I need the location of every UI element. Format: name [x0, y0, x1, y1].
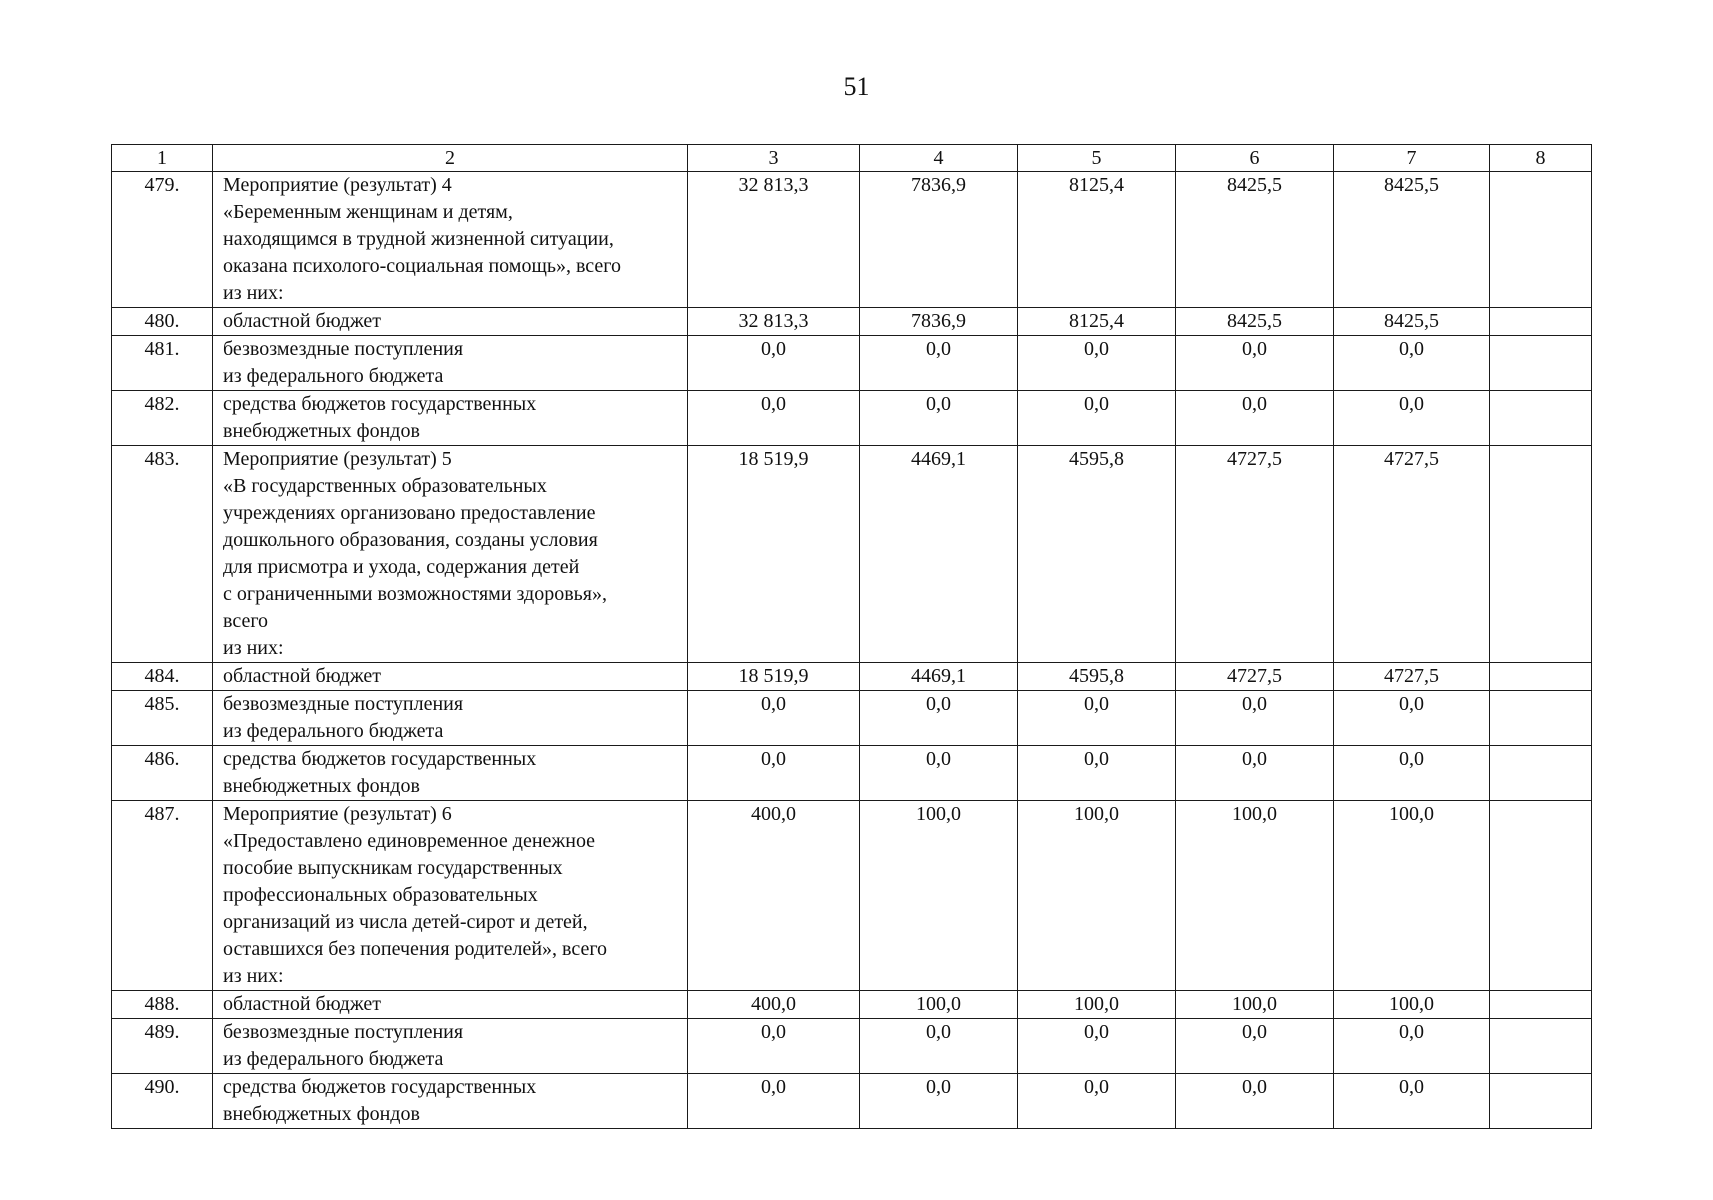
value-cell-col-7: 0,0 [1334, 336, 1490, 391]
table-row [112, 691, 1592, 746]
value-cell-col-8 [1490, 1019, 1592, 1074]
table-row [112, 336, 1592, 391]
value-cell-col-3: 0,0 [688, 391, 860, 446]
row-number-cell: 488. [112, 991, 213, 1019]
value-cell-col-3: 0,0 [688, 336, 860, 391]
value-cell-col-6: 8425,5 [1176, 308, 1334, 336]
table-row [112, 663, 1592, 691]
row-number-cell: 479. [112, 172, 213, 308]
value-cell-col-5: 0,0 [1018, 1074, 1176, 1129]
row-number-cell: 484. [112, 663, 213, 691]
value-cell-col-8 [1490, 991, 1592, 1019]
description-line: из них: [223, 637, 284, 659]
value-cell-col-5: 0,0 [1018, 1019, 1176, 1074]
value-cell-col-4: 7836,9 [860, 308, 1018, 336]
table-row [112, 1074, 1592, 1129]
value-cell-col-4: 4469,1 [860, 663, 1018, 691]
value-cell-col-6: 0,0 [1176, 1074, 1334, 1129]
description-line: Мероприятие (результат) 6 [223, 803, 452, 825]
description-line: находящимся в трудной жизненной ситуации, [223, 228, 614, 250]
description-line: внебюджетных фондов [223, 1103, 420, 1125]
value-cell-col-5: 0,0 [1018, 691, 1176, 746]
description-line: «В государственных образовательных [223, 475, 547, 497]
value-cell-col-3: 0,0 [688, 1074, 860, 1129]
row-number-cell: 482. [112, 391, 213, 446]
value-cell-col-5: 100,0 [1018, 801, 1176, 991]
value-cell-col-3: 18 519,9 [688, 663, 860, 691]
table-row [112, 391, 1592, 446]
table-header-row [112, 145, 1592, 172]
table-row [112, 801, 1592, 991]
value-cell-col-4: 100,0 [860, 991, 1018, 1019]
table-row [112, 308, 1592, 336]
value-cell-col-5: 0,0 [1018, 391, 1176, 446]
description-line: с ограниченными возможностями здоровья», [223, 583, 607, 605]
value-cell-col-8 [1490, 336, 1592, 391]
value-cell-col-5: 100,0 [1018, 991, 1176, 1019]
value-cell-col-4: 0,0 [860, 1019, 1018, 1074]
value-cell-col-8 [1490, 308, 1592, 336]
description-line: для присмотра и ухода, содержания детей [223, 556, 580, 578]
value-cell-col-3: 400,0 [688, 991, 860, 1019]
value-cell-col-7: 100,0 [1334, 801, 1490, 991]
column-header: 3 [688, 145, 860, 172]
description-line: внебюджетных фондов [223, 420, 420, 442]
value-cell-col-4: 0,0 [860, 336, 1018, 391]
value-cell-col-8 [1490, 172, 1592, 308]
value-cell-col-3: 32 813,3 [688, 172, 860, 308]
row-description-cell [213, 801, 688, 991]
description-line: оставшихся без попечения родителей», всего [223, 938, 608, 960]
value-cell-col-8 [1490, 801, 1592, 991]
value-cell-col-6: 100,0 [1176, 801, 1334, 991]
value-cell-col-8 [1490, 691, 1592, 746]
row-description-cell [213, 746, 688, 801]
description-line: безвозмездные поступления [223, 693, 464, 715]
description-line: пособие выпускникам государственных [223, 857, 563, 879]
column-header: 5 [1018, 145, 1176, 172]
description-line: из них: [223, 965, 284, 987]
description-line: организаций из числа детей-сирот и детей, [223, 911, 588, 933]
description-line: из них: [223, 282, 284, 304]
value-cell-col-5: 0,0 [1018, 746, 1176, 801]
description-line: всего [223, 610, 269, 632]
value-cell-col-4: 0,0 [860, 746, 1018, 801]
row-number-cell: 481. [112, 336, 213, 391]
value-cell-col-4: 0,0 [860, 691, 1018, 746]
row-description-cell [213, 391, 688, 446]
description-line: Мероприятие (результат) 5 [223, 448, 452, 470]
value-cell-col-6: 0,0 [1176, 1019, 1334, 1074]
value-cell-col-7: 0,0 [1334, 691, 1490, 746]
row-description-cell [213, 663, 688, 691]
row-description-cell [213, 1074, 688, 1129]
column-header: 2 [213, 145, 688, 172]
row-number-cell: 485. [112, 691, 213, 746]
value-cell-col-8 [1490, 746, 1592, 801]
column-header: 1 [112, 145, 213, 172]
value-cell-col-7: 0,0 [1334, 391, 1490, 446]
value-cell-col-4: 0,0 [860, 1074, 1018, 1129]
value-cell-col-7: 0,0 [1334, 1019, 1490, 1074]
value-cell-col-8 [1490, 391, 1592, 446]
value-cell-col-6: 8425,5 [1176, 172, 1334, 308]
row-description-cell [213, 172, 688, 308]
row-description-cell [213, 446, 688, 663]
value-cell-col-7: 8425,5 [1334, 308, 1490, 336]
row-description-cell [213, 991, 688, 1019]
table-row [112, 446, 1592, 663]
value-cell-col-6: 0,0 [1176, 691, 1334, 746]
row-number-cell: 480. [112, 308, 213, 336]
row-number-cell: 487. [112, 801, 213, 991]
value-cell-col-4: 100,0 [860, 801, 1018, 991]
description-line: областной бюджет [223, 665, 382, 687]
description-line: безвозмездные поступления [223, 1021, 464, 1043]
value-cell-col-7: 100,0 [1334, 991, 1490, 1019]
row-description-cell [213, 1019, 688, 1074]
value-cell-col-7: 0,0 [1334, 1074, 1490, 1129]
value-cell-col-3: 32 813,3 [688, 308, 860, 336]
description-line: Мероприятие (результат) 4 [223, 174, 452, 196]
row-number-cell: 486. [112, 746, 213, 801]
description-line: оказана психолого-социальная помощь», всего [223, 255, 621, 277]
row-description-cell [213, 336, 688, 391]
value-cell-col-7: 8425,5 [1334, 172, 1490, 308]
description-line: из федерального бюджета [223, 1048, 444, 1070]
row-description-cell [213, 691, 688, 746]
table-row [112, 746, 1592, 801]
description-line: дошкольного образования, созданы условия [223, 529, 598, 551]
table-row [112, 172, 1592, 308]
description-line: средства бюджетов государственных [223, 393, 537, 415]
row-number-cell: 490. [112, 1074, 213, 1129]
row-number-cell: 489. [112, 1019, 213, 1074]
value-cell-col-3: 0,0 [688, 746, 860, 801]
description-line: областной бюджет [223, 310, 382, 332]
value-cell-col-5: 8125,4 [1018, 172, 1176, 308]
value-cell-col-6: 4727,5 [1176, 663, 1334, 691]
description-line: внебюджетных фондов [223, 775, 420, 797]
value-cell-col-3: 400,0 [688, 801, 860, 991]
table-row [112, 1019, 1592, 1074]
value-cell-col-8 [1490, 1074, 1592, 1129]
description-line: учреждениях организовано предоставление [223, 502, 596, 524]
value-cell-col-8 [1490, 446, 1592, 663]
description-line: средства бюджетов государственных [223, 748, 537, 770]
budget-table [111, 144, 1592, 1129]
value-cell-col-4: 4469,1 [860, 446, 1018, 663]
value-cell-col-5: 4595,8 [1018, 446, 1176, 663]
value-cell-col-3: 18 519,9 [688, 446, 860, 663]
description-line: из федерального бюджета [223, 365, 444, 387]
value-cell-col-6: 100,0 [1176, 991, 1334, 1019]
description-line: «Предоставлено единовременное денежное [223, 830, 596, 852]
value-cell-col-6: 0,0 [1176, 391, 1334, 446]
table-row [112, 991, 1592, 1019]
description-line: областной бюджет [223, 993, 382, 1015]
value-cell-col-8 [1490, 663, 1592, 691]
value-cell-col-7: 4727,5 [1334, 663, 1490, 691]
value-cell-col-6: 4727,5 [1176, 446, 1334, 663]
column-header: 8 [1490, 145, 1592, 172]
description-line: из федерального бюджета [223, 720, 444, 742]
value-cell-col-4: 7836,9 [860, 172, 1018, 308]
value-cell-col-6: 0,0 [1176, 746, 1334, 801]
value-cell-col-5: 4595,8 [1018, 663, 1176, 691]
value-cell-col-3: 0,0 [688, 1019, 860, 1074]
value-cell-col-7: 4727,5 [1334, 446, 1490, 663]
row-description-cell [213, 308, 688, 336]
column-header: 6 [1176, 145, 1334, 172]
description-line: профессиональных образовательных [223, 884, 538, 906]
description-line: безвозмездные поступления [223, 338, 464, 360]
value-cell-col-5: 0,0 [1018, 336, 1176, 391]
value-cell-col-4: 0,0 [860, 391, 1018, 446]
row-number-cell: 483. [112, 446, 213, 663]
description-line: средства бюджетов государственных [223, 1076, 537, 1098]
value-cell-col-7: 0,0 [1334, 746, 1490, 801]
column-header: 7 [1334, 145, 1490, 172]
value-cell-col-3: 0,0 [688, 691, 860, 746]
column-header: 4 [860, 145, 1018, 172]
description-line: «Беременным женщинам и детям, [223, 201, 513, 223]
value-cell-col-6: 0,0 [1176, 336, 1334, 391]
page-number: 51 [843, 72, 870, 101]
value-cell-col-5: 8125,4 [1018, 308, 1176, 336]
